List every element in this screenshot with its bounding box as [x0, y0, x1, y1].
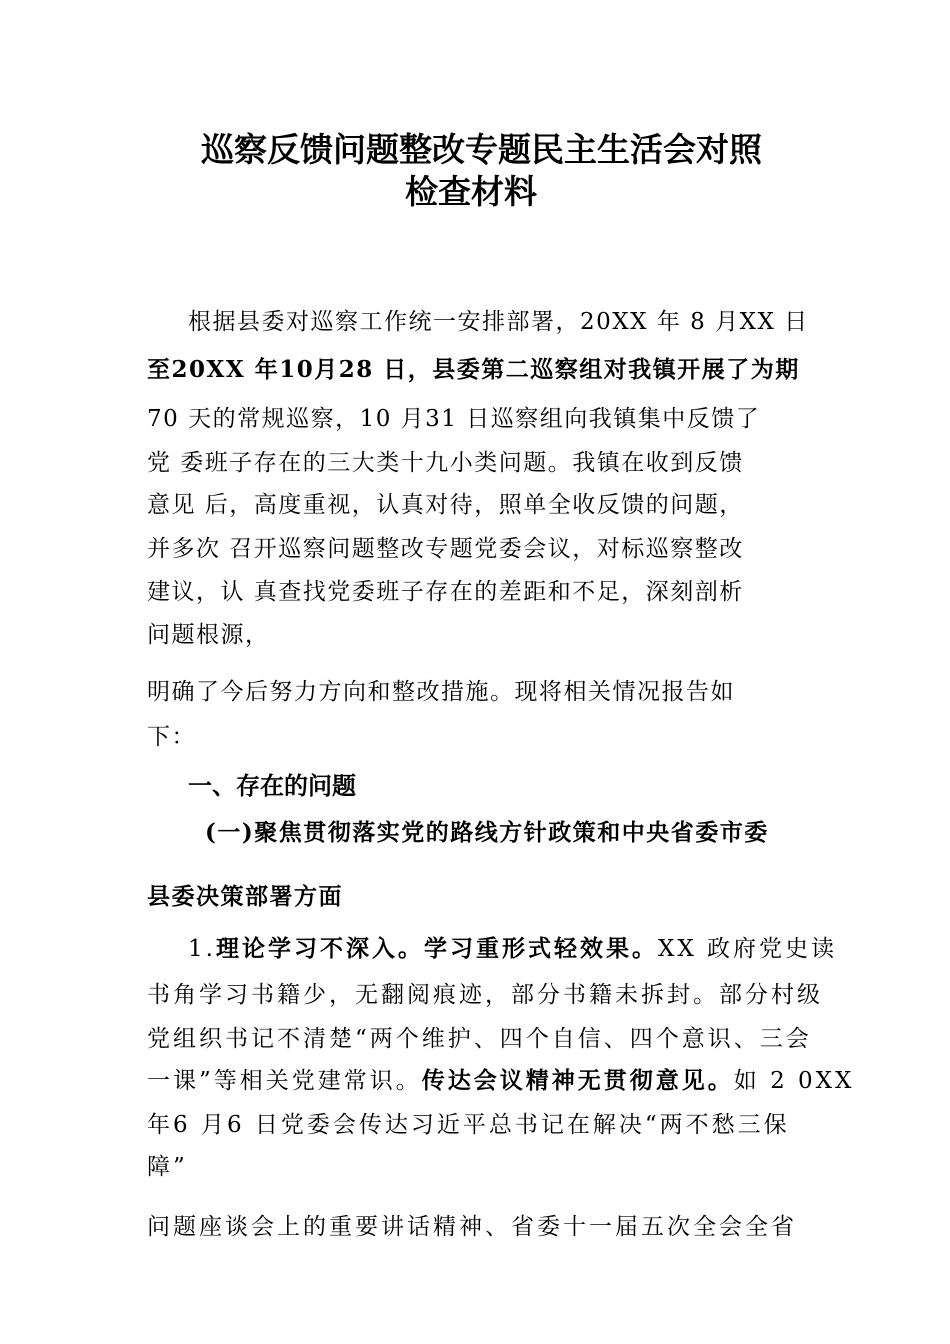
intro-line-3: 70 天的常规巡察，10 月31 日巡察组向我镇集中反馈了 [147, 406, 761, 432]
item1-number: 1. [188, 936, 216, 962]
item1-line-2: 书角学习书籍少，无翻阅痕迹，部分书籍未拆封。部分村级 [147, 982, 823, 1008]
intro-line-10: 下： [147, 724, 196, 750]
item1-line4-start: 一课”等相关党建常识。 [147, 1068, 422, 1094]
item1-line-5: 年6 月6 日党委会传达习近平总书记在解决“两不愁三保 [147, 1112, 790, 1138]
document-title-line2: 检查材料 [405, 172, 537, 211]
item1-line4-end: 如 2 0XX [733, 1068, 855, 1094]
intro-line-2: 至20XX 年10月28 日，县委第二巡察组对我镇开展了为期 [147, 356, 800, 383]
intro-line-5: 意见 后，高度重视，认真对待，照单全收反馈的问题， [147, 492, 744, 518]
subsection-heading-line2: 县委决策部署方面 [147, 883, 343, 910]
subsection-heading-line1: (一)聚焦贯彻落实党的路线方针政策和中央省委市委 [205, 819, 769, 846]
item1-line4-bold: 传达会议精神无贯彻意见。 [421, 1067, 734, 1094]
intro-line-6: 并多次 召开巡察问题整改专题党委会议，对标巡察整改 [147, 536, 744, 562]
intro-line-4: 党 委班子存在的三大类十九小类问题。我镇在收到反馈 [147, 450, 744, 476]
intro-line-9: 明确了今后努力方向和整改措施。现将相关情况报告如 [147, 679, 735, 705]
intro-line-7: 建议，认 真查找党委班子存在的差距和不足，深刻剖析 [147, 579, 744, 605]
intro-line-8: 问题根源， [147, 622, 270, 648]
item1-bold-title: 理论学习不深入。学习重形式轻效果。 [215, 935, 658, 962]
item1-line-7: 问题座谈会上的重要讲话精神、省委十一届五次全会全省 [147, 1214, 797, 1240]
document-title-line1: 巡察反馈问题整改专题民主生活会对照 [201, 130, 762, 169]
item1-line1-rest: XX 政府党史读 [657, 936, 838, 962]
section-heading-problems: 一、存在的问题 [188, 772, 356, 800]
intro-line-1: 根据县委对巡察工作统一安排部署，20XX 年 8 月XX 日 [188, 309, 809, 335]
item1-line-1 [188, 930, 837, 963]
item1-line-4 [147, 1062, 854, 1095]
item1-line-3: 党组织书记不清楚“两个维护、四个自信、四个意识、三会 [147, 1026, 812, 1052]
item1-line-6: 障” [147, 1154, 188, 1180]
